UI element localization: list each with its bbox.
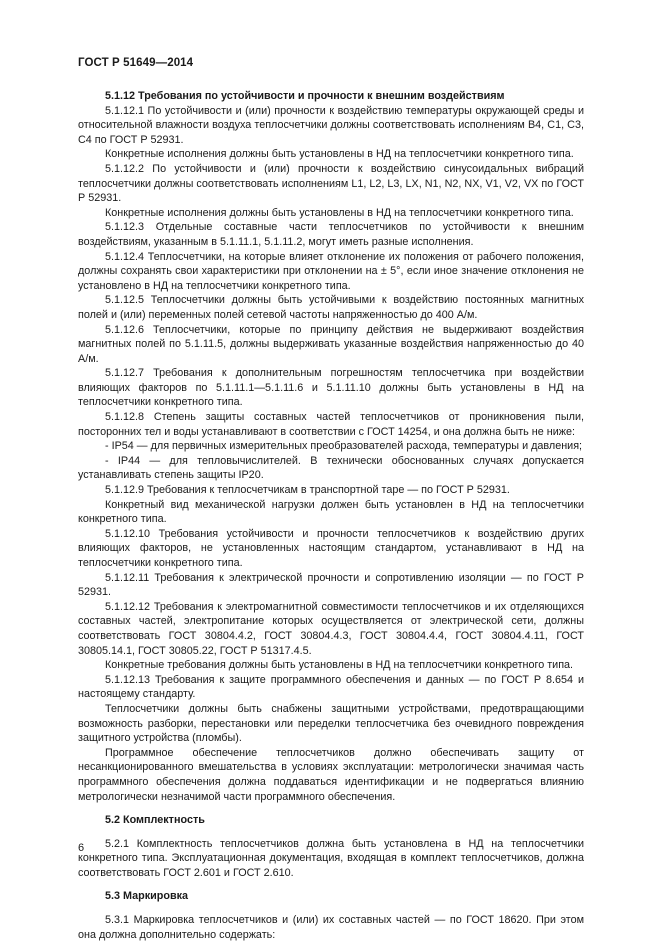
paragraph: 5.1.12.10 Требования устойчивости и прочности теплосчетчиков к воздействию других влияющих факторов, не установленных настоящим стандартом, устанавливают в НД на теплосчетчики конкретного типа. bbox=[78, 527, 584, 569]
list-item: - IP54 — для первичных измерительных преобразователей расхода, температуры и давления; bbox=[105, 440, 583, 453]
paragraph: 5.1.12.2 По устойчивости и (или) прочности к воздействию синусоидальных вибраций теплосчетчики должны соответствовать исполнениям L1, L2, L3, LX, N1, N2, NX, V1, V2, VX по ГОСТ Р 52931. bbox=[78, 162, 584, 205]
paragraph: 5.3.1 Маркировка теплосчетчиков и (или) их составных частей — по ГОСТ 18620. При этом она должна дополнительно содержать: bbox=[78, 914, 584, 941]
paragraph: 5.1.12.4 Теплосчетчики, на которые влияет отклонение их положения от рабочего положения, должны сохранять свои характеристики при отклонении на ± 5°, если иное значение отклонения не установлено в НД на теплосчетчики конкретного типа. bbox=[78, 250, 584, 292]
paragraph: Конкретные исполнения должны быть установлены в НД на теплосчетчики конкретного типа. bbox=[105, 148, 574, 161]
section-heading: 5.3 Маркировка bbox=[105, 890, 189, 903]
paragraph: 5.1.12.6 Теплосчетчики, которые по принципу действия не выдерживают воздействия магнитных полей по 5.1.11.5, должны выдерживать указанные воздействия напряженностью до 40 А/м. bbox=[78, 323, 584, 365]
paragraph: 5.1.12.8 Степень защиты составных частей теплосчетчиков от проникновения пыли, посторонних тел и воды устанавливают в соответствии с ГОСТ 14254, и она должна быть не ниже: bbox=[78, 411, 584, 438]
document-body bbox=[78, 89, 584, 942]
paragraph: 5.1.12.3 Отдельные составные части теплосчетчиков по устойчивости к внешним воздействиям, указанным в 5.1.11.1, 5.1.11.2, могут иметь разные исполнения. bbox=[78, 221, 584, 248]
paragraph: 5.1.12.7 Требования к дополнительным погрешностям теплосчетчика при воздействии влияющих факторов по 5.1.11.1—5.1.11.6 и 5.1.11.10 должны быть установлены в НД на теплосчетчики конкретного типа. bbox=[78, 367, 584, 409]
paragraph: 5.1.12.12 Требования к электромагнитной совместимости теплосчетчиков и их отделяющихся составных частей, электропитание которых осуществляется от электрической сети, должны соответствовать ГОСТ 30804.4.2, ГОСТ 30804.4.3, ГОСТ 30804.4.4, ГОСТ 30804.4.11, ГОСТ 30805.14.1, ГОСТ 30805.22, ГОСТ Р 51317.4.5. bbox=[78, 600, 584, 657]
standard-header: ГОСТ Р 51649—2014 bbox=[78, 57, 194, 69]
section-heading: 5.2 Комплектность bbox=[105, 814, 205, 827]
paragraph: 5.2.1 Комплектность теплосчетчиков должна быть установлена в НД на теплосчетчики конкретного типа. Эксплуатационная документация, входящая в комплект теплосчетчиков, должна соответствовать ГОСТ 2.601 и ГОСТ 2.610. bbox=[78, 837, 584, 879]
paragraph: 5.1.12.9 Требования к теплосчетчикам в транспортной таре — по ГОСТ Р 52931. bbox=[105, 484, 510, 497]
list-item: - IP44 — для тепловычислителей. В технически обоснованных случаях допускается устанавливать степень защиты IP20. bbox=[78, 454, 584, 482]
paragraph: Программное обеспечение теплосчетчиков должно обеспечивать защиту от несанкционированного вмешательства в условиях эксплуатации: метрологически значимая часть программного обеспечения должна поддаваться идентификации и не подвергаться влиянию метрологически незначимой части программного обеспечения. bbox=[78, 746, 584, 803]
page-number: 6 bbox=[78, 842, 85, 854]
paragraph: Конкретный вид механической нагрузки должен быть установлен в НД на теплосчетчики конкретного типа. bbox=[78, 498, 584, 526]
paragraph: 5.1.12.13 Требования к защите программного обеспечения и данных — по ГОСТ Р 8.654 и настоящему стандарту. bbox=[78, 673, 584, 701]
paragraph: Конкретные требования должны быть установлены в НД на теплосчетчики конкретного типа. bbox=[105, 659, 574, 672]
section-heading: 5.1.12 Требования по устойчивости и прочности к внешним воздействиям bbox=[105, 90, 505, 102]
paragraph: 5.1.12.5 Теплосчетчики должны быть устойчивыми к воздействию постоянных магнитных полей и (или) переменных полей сетевой частоты напряженностью до 400 А/м. bbox=[78, 294, 584, 321]
paragraph: Конкретные исполнения должны быть установлены в НД на теплосчетчики конкретного типа. bbox=[105, 206, 574, 219]
paragraph: 5.1.12.11 Требования к электрической прочности и сопротивлению изоляции — по ГОСТ Р 52931. bbox=[78, 571, 584, 599]
paragraph: 5.1.12.1 По устойчивости и (или) прочности к воздействию температуры окружающей среды и относительной влажности воздуха теплосчетчики должны соответствовать исполнениям В4, С1, С3, С4 по ГОСТ Р 52931. bbox=[78, 104, 584, 146]
paragraph: Теплосчетчики должны быть снабжены защитными устройствами, предотвращающими возможность разборки, перестановки или переделки теплосчетчика без очевидного повреждения защитного устройства (пломбы). bbox=[78, 702, 584, 745]
